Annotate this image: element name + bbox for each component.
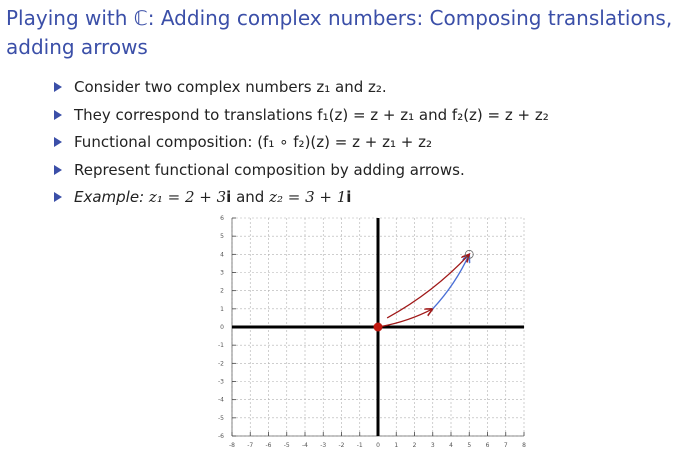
complex-plane-plot xyxy=(212,210,528,455)
x-tick-label: 7 xyxy=(503,442,508,449)
y-tick-label: -5 xyxy=(218,414,224,422)
x-tick-label: -5 xyxy=(283,442,290,449)
bullet-item xyxy=(54,160,549,188)
origin-point xyxy=(374,323,383,332)
example-label: Example: xyxy=(74,188,145,206)
x-tick-label: -6 xyxy=(265,442,272,449)
y-tick-label: 0 xyxy=(220,324,224,331)
x-tick-label: -3 xyxy=(320,442,327,449)
bullet-item xyxy=(54,132,549,160)
arrow-red-0 xyxy=(378,309,433,327)
slide-title: Playing with ℂ: Adding complex numbers: Composing translations, adding arrows xyxy=(6,6,673,59)
example-and: and xyxy=(231,188,270,206)
y-tick-label: 2 xyxy=(220,287,224,295)
y-tick-label: -1 xyxy=(218,342,224,350)
y-tick-label: 6 xyxy=(220,215,224,222)
y-tick-label: 4 xyxy=(220,251,224,259)
bullet-example xyxy=(74,188,351,206)
y-tick-label: -4 xyxy=(218,396,224,404)
y-tick-label: 3 xyxy=(220,269,224,277)
bullet-item xyxy=(54,105,549,133)
bullet-triangle-icon xyxy=(54,192,62,202)
arrow-red-2 xyxy=(387,254,469,318)
bullet-text: Functional composition: (f₁ ∘ f₂)(z) = z + z₁ + z₂ xyxy=(74,133,432,151)
bullet-list xyxy=(54,77,549,215)
x-tick-label: -1 xyxy=(356,442,363,449)
bullet-text: They correspond to translations f₁(z) = z + z₁ and f₂(z) = z + z₂ xyxy=(74,105,549,124)
bullet-triangle-icon xyxy=(54,82,62,92)
example-math-z2: z₂ = 3 + 1 xyxy=(269,188,347,206)
example-math-z1: z₁ = 2 + 3 xyxy=(148,188,227,206)
x-tick-label: 4 xyxy=(449,442,453,449)
x-tick-label: -4 xyxy=(302,442,308,449)
x-tick-label: 3 xyxy=(430,442,435,449)
bullet-item xyxy=(54,77,549,105)
bullet-triangle-icon xyxy=(54,110,62,120)
example-imag-unit-2: i xyxy=(346,188,352,206)
x-tick-label: 0 xyxy=(376,442,380,449)
x-tick-label: 6 xyxy=(485,442,490,449)
y-tick-label: 1 xyxy=(220,305,224,313)
bullet-triangle-icon xyxy=(54,165,62,175)
x-tick-label: -7 xyxy=(247,442,254,449)
y-tick-label: -2 xyxy=(218,360,224,368)
x-tick-label: 2 xyxy=(412,442,417,449)
x-tick-label: 1 xyxy=(394,442,399,449)
y-tick-label: 5 xyxy=(220,233,224,241)
y-tick-label: -6 xyxy=(218,433,224,440)
y-tick-label: -3 xyxy=(218,378,224,386)
bullet-text: Consider two complex numbers z₁ and z₂. xyxy=(74,78,387,96)
x-tick-label: 8 xyxy=(522,442,526,449)
bullet-triangle-icon xyxy=(54,137,62,147)
example-imag-unit-1: i xyxy=(226,188,232,206)
x-tick-label: -2 xyxy=(338,442,345,449)
x-tick-label: 5 xyxy=(467,442,472,449)
x-tick-label: -8 xyxy=(229,442,235,449)
bullet-text: Represent functional composition by adding arrows. xyxy=(74,160,465,179)
